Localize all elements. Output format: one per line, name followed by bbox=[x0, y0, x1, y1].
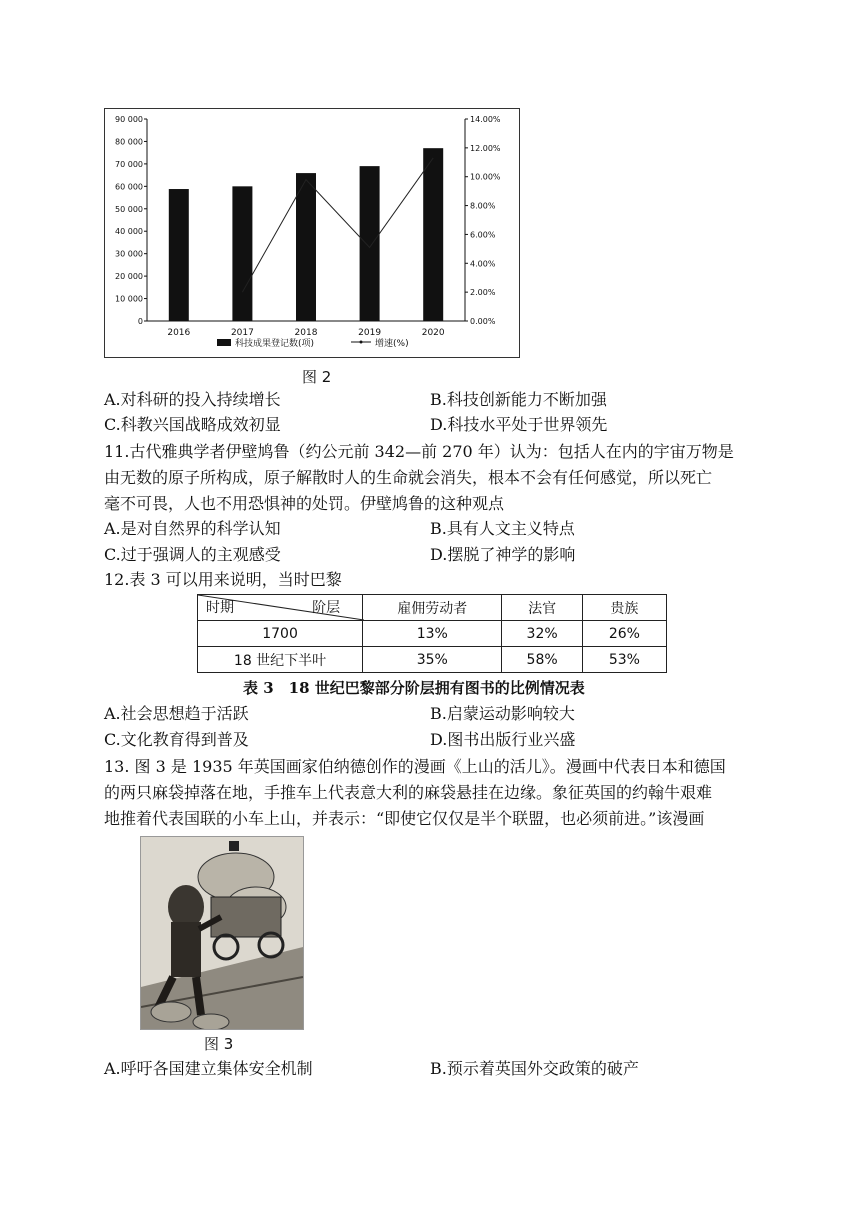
corner-label-period: 时期 bbox=[206, 600, 234, 616]
q10-option-a: A.对科研的投入持续增长 bbox=[104, 390, 281, 409]
y2-tick-label: 4.00% bbox=[470, 259, 496, 269]
table-cell: 53% bbox=[582, 647, 666, 673]
q10-option-c: C.科教兴国战略成效初显 bbox=[104, 415, 281, 434]
table-row bbox=[198, 647, 667, 673]
x-tick-label: 2017 bbox=[230, 328, 254, 338]
legend-line-label: 增速(%) bbox=[375, 339, 409, 349]
table-header: 雇佣劳动者 bbox=[363, 595, 502, 621]
q11-option-d: D.摆脱了神学的影响 bbox=[430, 545, 576, 564]
x-tick-label: 2018 bbox=[294, 328, 318, 338]
growth-line bbox=[242, 158, 433, 292]
legend-line-marker bbox=[360, 341, 363, 344]
y-tick-label: 60 000 bbox=[115, 182, 143, 192]
q11-option-b: B.具有人文主义特点 bbox=[430, 519, 575, 538]
figure-2-chart bbox=[104, 108, 520, 358]
q10-option-b: B.科技创新能力不断加强 bbox=[430, 390, 607, 409]
y2-tick-label: 10.00% bbox=[470, 172, 501, 182]
q11-option-a: A.是对自然界的科学认知 bbox=[104, 519, 281, 538]
y-tick-label: 40 000 bbox=[115, 227, 143, 237]
table-cell: 35% bbox=[363, 647, 502, 673]
legend-bar-swatch bbox=[217, 339, 231, 346]
y-tick-label: 70 000 bbox=[115, 159, 143, 169]
table-cell: 26% bbox=[582, 621, 666, 647]
figure-3-caption: 图 3 bbox=[204, 1035, 234, 1053]
y-tick-label: 10 000 bbox=[115, 294, 143, 304]
cartoon-illustration bbox=[141, 837, 303, 1029]
table-cell-period: 1700 bbox=[198, 621, 363, 647]
q12-option-b: B.启蒙运动影响较大 bbox=[430, 704, 575, 723]
q13-stem-line-3: 地推着代表国联的小车上山，并表示：“即使它仅仅是半个联盟，也必须前进。”该漫画 bbox=[104, 809, 705, 828]
q11-stem-line-3: 毫不可畏，人也不用恐惧神的处罚。伊壁鸠鲁的这种观点 bbox=[104, 494, 505, 513]
bar bbox=[423, 148, 443, 321]
chart-svg bbox=[105, 109, 519, 357]
bar bbox=[169, 189, 189, 321]
y-tick-label: 20 000 bbox=[115, 272, 143, 282]
bar bbox=[296, 173, 316, 321]
q11-stem-line-1: 11.古代雅典学者伊壁鸠鲁（约公元前 342—前 270 年）认为：包括人在内的宇宙万物是 bbox=[104, 442, 734, 461]
y2-tick-label: 2.00% bbox=[470, 288, 496, 298]
q13-stem-line-1: 13. 图 3 是 1935 年英国画家伯纳德创作的漫画《上山的活儿》。漫画中代表日本和德国 bbox=[104, 757, 726, 776]
table-header-row bbox=[198, 595, 667, 621]
x-tick-label: 2020 bbox=[421, 328, 445, 338]
y2-tick-label: 8.00% bbox=[470, 201, 496, 211]
q12-option-a: A.社会思想趋于活跃 bbox=[104, 704, 249, 723]
q11-option-c: C.过于强调人的主观感受 bbox=[104, 545, 281, 564]
table-corner-cell bbox=[198, 595, 363, 621]
table-3 bbox=[197, 594, 667, 673]
x-tick-label: 2019 bbox=[358, 328, 382, 338]
q13-option-a: A.呼吁各国建立集体安全机制 bbox=[104, 1059, 313, 1078]
y-tick-label: 50 000 bbox=[115, 204, 143, 214]
table-cell: 13% bbox=[363, 621, 502, 647]
q13-option-b: B.预示着英国外交政策的破产 bbox=[430, 1059, 639, 1078]
q10-option-d: D.科技水平处于世界领先 bbox=[430, 415, 608, 434]
q12-option-c: C.文化教育得到普及 bbox=[104, 730, 249, 749]
x-tick-label: 2016 bbox=[167, 328, 191, 338]
table-header: 法官 bbox=[502, 595, 582, 621]
bar bbox=[232, 186, 252, 321]
q13-stem-line-2: 的两只麻袋掉落在地，手推车上代表意大利的麻袋悬挂在边缘。象征英国的约翰牛艰难 bbox=[104, 783, 713, 802]
q12-stem: 12.表 3 可以用来说明，当时巴黎 bbox=[104, 570, 342, 589]
legend-bar-label: 科技成果登记数(项) bbox=[235, 339, 315, 349]
table-header: 贵族 bbox=[582, 595, 666, 621]
table-cell-period: 18 世纪下半叶 bbox=[198, 647, 363, 673]
y-tick-label: 0 bbox=[137, 317, 143, 326]
y-tick-label: 30 000 bbox=[115, 249, 143, 259]
q12-option-d: D.图书出版行业兴盛 bbox=[430, 730, 576, 749]
y2-tick-label: 0.00% bbox=[470, 317, 496, 326]
bar bbox=[360, 166, 380, 321]
table-3-caption: 表 3 18 世纪巴黎部分阶层拥有图书的比例情况表 bbox=[243, 679, 585, 697]
y2-tick-label: 6.00% bbox=[470, 230, 496, 240]
figure-3-cartoon bbox=[140, 836, 304, 1030]
y2-tick-label: 12.00% bbox=[470, 143, 501, 153]
q11-stem-line-2: 由无数的原子所构成，原子解散时人的生命就会消失，根本不会有任何感觉，所以死亡 bbox=[104, 468, 713, 487]
table-cell: 32% bbox=[502, 621, 582, 647]
y-tick-label: 80 000 bbox=[115, 137, 143, 147]
table-cell: 58% bbox=[502, 647, 582, 673]
table-row bbox=[198, 621, 667, 647]
figure-2-caption: 图 2 bbox=[302, 368, 332, 386]
y2-tick-label: 14.00% bbox=[470, 115, 501, 124]
y-tick-label: 90 000 bbox=[115, 115, 143, 124]
corner-label-class: 阶层 bbox=[312, 600, 341, 616]
